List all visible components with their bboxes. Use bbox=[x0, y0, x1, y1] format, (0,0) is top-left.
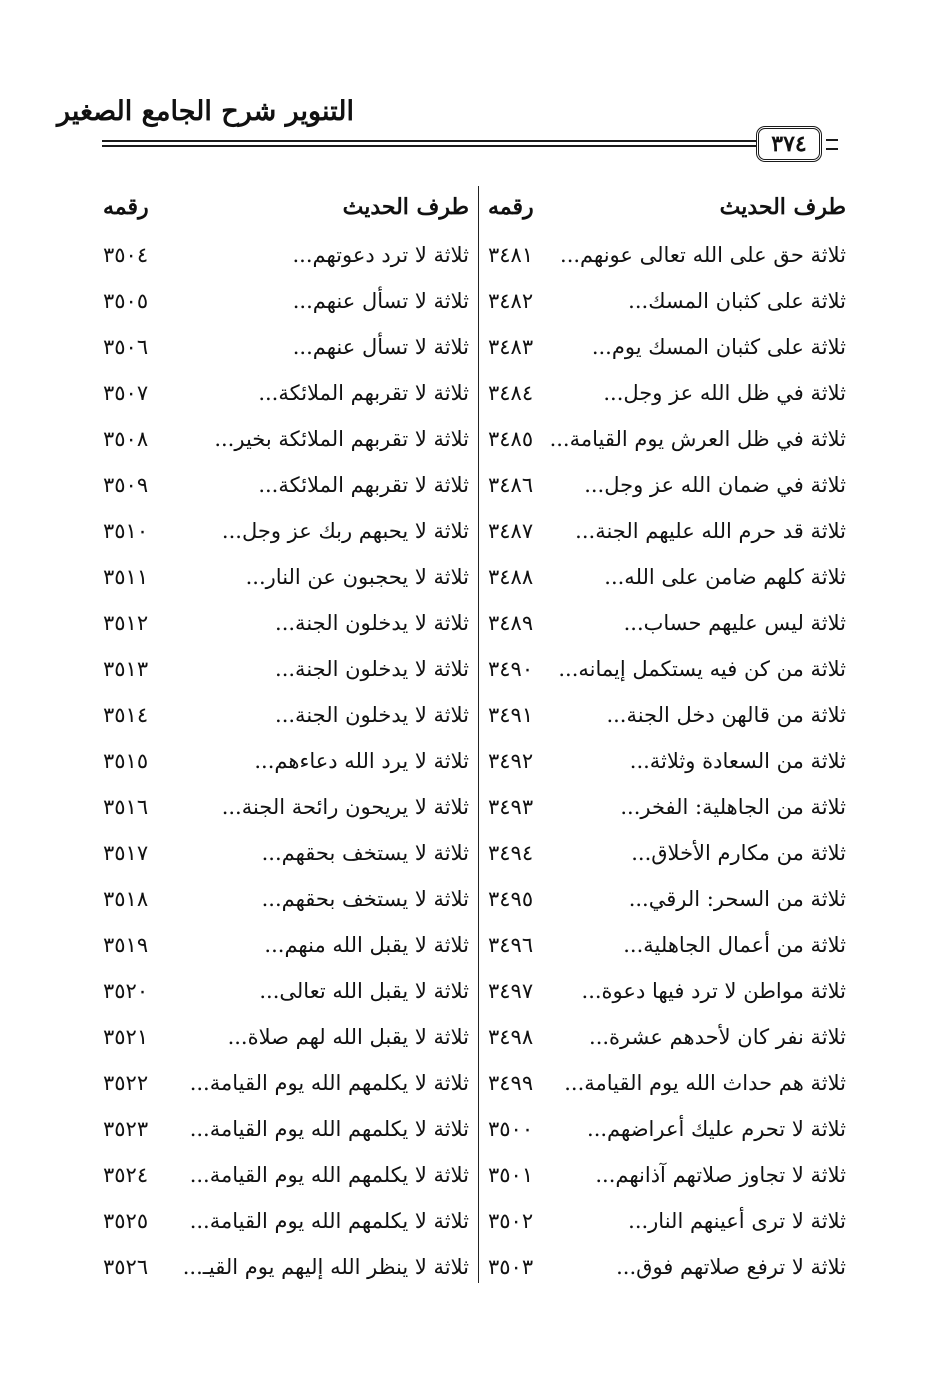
hadith-start-text: ثلاثة لا تسأل عنهم... bbox=[292, 289, 469, 313]
index-row bbox=[95, 968, 475, 1014]
running-title: التنوير شرح الجامع الصغير bbox=[57, 96, 354, 127]
hadith-start-text: ثلاثة لا ترى أعينهم النار... bbox=[628, 1209, 846, 1233]
hadith-start-text: ثلاثة حق على الله تعالى عونهم... bbox=[560, 243, 846, 267]
index-row bbox=[480, 830, 852, 876]
hadith-start-text: ثلاثة لا ترد دعوتهم... bbox=[292, 243, 469, 267]
hadith-number: ٣٤٩٢ bbox=[488, 749, 534, 773]
index-row bbox=[480, 1014, 852, 1060]
index-row bbox=[480, 876, 852, 922]
hadith-number: ٣٤٨٤ bbox=[488, 381, 534, 405]
hadith-number: ٣٥٢١ bbox=[103, 1025, 149, 1049]
hadith-start-text: ثلاثة في ظل العرش يوم القيامة... bbox=[549, 427, 846, 451]
page-number: ٣٧٤ bbox=[771, 131, 807, 157]
hadith-number: ٣٤٩٦ bbox=[488, 933, 534, 957]
hadith-start-text: ثلاثة على كثبان المسك... bbox=[628, 289, 846, 313]
index-row bbox=[95, 1152, 475, 1198]
hadith-number: ٣٤٨٧ bbox=[488, 519, 534, 543]
hadith-start-text: ثلاثة لا يريحون رائحة الجنة... bbox=[221, 795, 469, 819]
index-column-right bbox=[480, 182, 852, 1290]
hadith-start-text: ثلاثة لا يحبهم ربك عز وجل... bbox=[221, 519, 469, 543]
hadith-start-text: ثلاثة مواطن لا ترد فيها دعوة... bbox=[581, 979, 846, 1003]
hadith-start-text: ثلاثة في ضمان الله عز وجل... bbox=[584, 473, 846, 497]
index-row bbox=[480, 278, 852, 324]
hadith-number: ٣٥٠٩ bbox=[103, 473, 149, 497]
hadith-number: ٣٤٩٤ bbox=[488, 841, 534, 865]
hadith-start-text: ثلاثة لا تجاوز صلاتهم آذانهم... bbox=[595, 1163, 846, 1187]
hadith-number: ٣٥٠٨ bbox=[103, 427, 149, 451]
index-row bbox=[95, 1244, 475, 1290]
hadith-start-text: ثلاثة لا ترفع صلاتهم فوق... bbox=[616, 1255, 846, 1279]
hadith-number: ٣٥١٦ bbox=[103, 795, 149, 819]
hadith-start-text: ثلاثة لا تقربهم الملائكة... bbox=[258, 473, 469, 497]
hadith-number: ٣٥٢٢ bbox=[103, 1071, 149, 1095]
header-hadith-start: طرف الحديث bbox=[719, 194, 846, 220]
index-row bbox=[95, 738, 475, 784]
hadith-start-text: ثلاثة لا يدخلون الجنة... bbox=[275, 703, 469, 727]
index-row bbox=[480, 968, 852, 1014]
hadith-number: ٣٥٢٣ bbox=[103, 1117, 149, 1141]
index-row bbox=[95, 554, 475, 600]
hadith-number: ٣٥١٩ bbox=[103, 933, 149, 957]
header-number: رقمه bbox=[488, 194, 534, 220]
hadith-start-text: ثلاثة لا يقبل الله منهم... bbox=[264, 933, 469, 957]
hadith-start-text: ثلاثة لا يكلمهم الله يوم القيامة... bbox=[189, 1209, 469, 1233]
index-row bbox=[480, 1152, 852, 1198]
hadith-start-text: ثلاثة لا يحجبون عن النار... bbox=[245, 565, 469, 589]
index-row bbox=[95, 830, 475, 876]
hadith-number: ٣٤٨١ bbox=[488, 243, 534, 267]
index-row bbox=[480, 554, 852, 600]
hadith-start-text: ثلاثة قد حرم الله عليهم الجنة... bbox=[575, 519, 846, 543]
index-row bbox=[95, 1014, 475, 1060]
hadith-number: ٣٥١٠ bbox=[103, 519, 149, 543]
index-row bbox=[95, 508, 475, 554]
index-row bbox=[95, 462, 475, 508]
index-row bbox=[480, 646, 852, 692]
index-row bbox=[95, 876, 475, 922]
index-column-left bbox=[95, 182, 475, 1290]
hadith-number: ٣٥٠٥ bbox=[103, 289, 149, 313]
hadith-start-text: ثلاثة لا يستخف بحقهم... bbox=[261, 887, 469, 911]
hadith-number: ٣٤٨٥ bbox=[488, 427, 534, 451]
hadith-number: ٣٥٠٣ bbox=[488, 1255, 534, 1279]
hadith-number: ٣٥٠٦ bbox=[103, 335, 149, 359]
index-row bbox=[480, 922, 852, 968]
index-row bbox=[95, 1060, 475, 1106]
hadith-number: ٣٥١٤ bbox=[103, 703, 149, 727]
column-header-row bbox=[480, 182, 852, 232]
hadith-start-text: ثلاثة من كن فيه يستكمل إيمانه... bbox=[558, 657, 846, 681]
hadith-start-text: ثلاثة لا يدخلون الجنة... bbox=[275, 657, 469, 681]
index-row bbox=[480, 416, 852, 462]
hadith-number: ٣٥٢٤ bbox=[103, 1163, 149, 1187]
hadith-number: ٣٥٠٤ bbox=[103, 243, 149, 267]
index-row bbox=[95, 370, 475, 416]
badge-ornament bbox=[826, 132, 840, 156]
index-row bbox=[480, 1198, 852, 1244]
index-row bbox=[480, 232, 852, 278]
index-row bbox=[95, 646, 475, 692]
header-number: رقمه bbox=[103, 194, 149, 220]
hadith-start-text: ثلاثة نفر كان لأحدهم عشرة... bbox=[589, 1025, 846, 1049]
index-row bbox=[95, 416, 475, 462]
hadith-start-text: ثلاثة من السعادة وثلاثة... bbox=[629, 749, 846, 773]
hadith-start-text: ثلاثة ليس عليهم حساب... bbox=[623, 611, 846, 635]
hadith-number: ٣٥٢٠ bbox=[103, 979, 149, 1003]
hadith-start-text: ثلاثة لا يكلمهم الله يوم القيامة... bbox=[189, 1071, 469, 1095]
hadith-number: ٣٥١٢ bbox=[103, 611, 149, 635]
index-row bbox=[480, 692, 852, 738]
hadith-number: ٣٤٩٠ bbox=[488, 657, 534, 681]
hadith-start-text: ثلاثة من أعمال الجاهلية... bbox=[623, 933, 846, 957]
hadith-number: ٣٤٩٣ bbox=[488, 795, 534, 819]
hadith-start-text: ثلاثة لا يرد الله دعاءهم... bbox=[254, 749, 469, 773]
index-row bbox=[480, 508, 852, 554]
hadith-number: ٣٥١٨ bbox=[103, 887, 149, 911]
hadith-start-text: ثلاثة لا تقربهم الملائكة... bbox=[258, 381, 469, 405]
hadith-start-text: ثلاثة لا يكلمهم الله يوم القيامة... bbox=[189, 1117, 469, 1141]
hadith-start-text: ثلاثة لا تسأل عنهم... bbox=[292, 335, 469, 359]
hadith-number: ٣٤٩٧ bbox=[488, 979, 534, 1003]
index-row bbox=[95, 1106, 475, 1152]
index-row bbox=[95, 922, 475, 968]
index-row bbox=[95, 232, 475, 278]
index-row bbox=[95, 600, 475, 646]
index-row bbox=[95, 784, 475, 830]
hadith-number: ٣٥١١ bbox=[103, 565, 149, 589]
page-number-badge bbox=[756, 126, 822, 162]
index-row bbox=[95, 1198, 475, 1244]
hadith-start-text: ثلاثة هم حداث الله يوم القيامة... bbox=[564, 1071, 846, 1095]
index-row bbox=[95, 278, 475, 324]
column-divider bbox=[478, 186, 479, 1283]
hadith-start-text: ثلاثة لا ينظر الله إليهم يوم القيـ... bbox=[182, 1255, 469, 1279]
index-rows-left bbox=[95, 232, 475, 1290]
hadith-number: ٣٥٠٠ bbox=[488, 1117, 534, 1141]
hadith-start-text: ثلاثة لا يستخف بحقهم... bbox=[261, 841, 469, 865]
hadith-number: ٣٥٢٥ bbox=[103, 1209, 149, 1233]
hadith-start-text: ثلاثة لا تقربهم الملائكة بخير... bbox=[214, 427, 469, 451]
hadith-number: ٣٤٨٢ bbox=[488, 289, 534, 313]
index-row bbox=[480, 1060, 852, 1106]
hadith-number: ٣٤٨٦ bbox=[488, 473, 534, 497]
header-rule-top bbox=[102, 140, 756, 142]
index-row bbox=[480, 1244, 852, 1290]
hadith-start-text: ثلاثة على كثبان المسك يوم... bbox=[591, 335, 846, 359]
hadith-number: ٣٥١٣ bbox=[103, 657, 149, 681]
hadith-number: ٣٤٩٥ bbox=[488, 887, 534, 911]
hadith-number: ٣٥١٥ bbox=[103, 749, 149, 773]
hadith-start-text: ثلاثة في ظل الله عز وجل... bbox=[603, 381, 846, 405]
index-row bbox=[480, 370, 852, 416]
index-row bbox=[480, 738, 852, 784]
index-row bbox=[480, 1106, 852, 1152]
hadith-number: ٣٤٨٣ bbox=[488, 335, 534, 359]
hadith-number: ٣٥٠١ bbox=[488, 1163, 534, 1187]
hadith-start-text: ثلاثة كلهم ضامن على الله... bbox=[604, 565, 846, 589]
header-hadith-start: طرف الحديث bbox=[342, 194, 469, 220]
hadith-start-text: ثلاثة لا يقبل الله تعالى... bbox=[259, 979, 469, 1003]
hadith-number: ٣٤٩١ bbox=[488, 703, 534, 727]
hadith-number: ٣٤٨٨ bbox=[488, 565, 534, 589]
hadith-number: ٣٤٨٩ bbox=[488, 611, 534, 635]
hadith-start-text: ثلاثة لا تحرم عليك أعراضهم... bbox=[587, 1117, 846, 1141]
hadith-number: ٣٤٩٩ bbox=[488, 1071, 534, 1095]
index-row bbox=[480, 462, 852, 508]
header-rule-bottom bbox=[102, 145, 756, 147]
index-rows-right bbox=[480, 232, 852, 1290]
hadith-number: ٣٥٢٦ bbox=[103, 1255, 149, 1279]
hadith-start-text: ثلاثة من الجاهلية: الفخر... bbox=[620, 795, 846, 819]
hadith-start-text: ثلاثة لا يدخلون الجنة... bbox=[275, 611, 469, 635]
hadith-number: ٣٥١٧ bbox=[103, 841, 149, 865]
index-row bbox=[95, 324, 475, 370]
hadith-start-text: ثلاثة من قالهن دخل الجنة... bbox=[606, 703, 846, 727]
hadith-start-text: ثلاثة من السحر: الرقي... bbox=[628, 887, 846, 911]
column-header-row bbox=[95, 182, 475, 232]
hadith-number: ٣٥٠٢ bbox=[488, 1209, 534, 1233]
hadith-number: ٣٤٩٨ bbox=[488, 1025, 534, 1049]
index-row bbox=[480, 784, 852, 830]
index-row bbox=[480, 600, 852, 646]
hadith-start-text: ثلاثة لا يكلمهم الله يوم القيامة... bbox=[189, 1163, 469, 1187]
hadith-start-text: ثلاثة لا يقبل الله لهم صلاة... bbox=[227, 1025, 469, 1049]
hadith-start-text: ثلاثة من مكارم الأخلاق... bbox=[631, 841, 846, 865]
index-row bbox=[480, 324, 852, 370]
hadith-number: ٣٥٠٧ bbox=[103, 381, 149, 405]
index-row bbox=[95, 692, 475, 738]
